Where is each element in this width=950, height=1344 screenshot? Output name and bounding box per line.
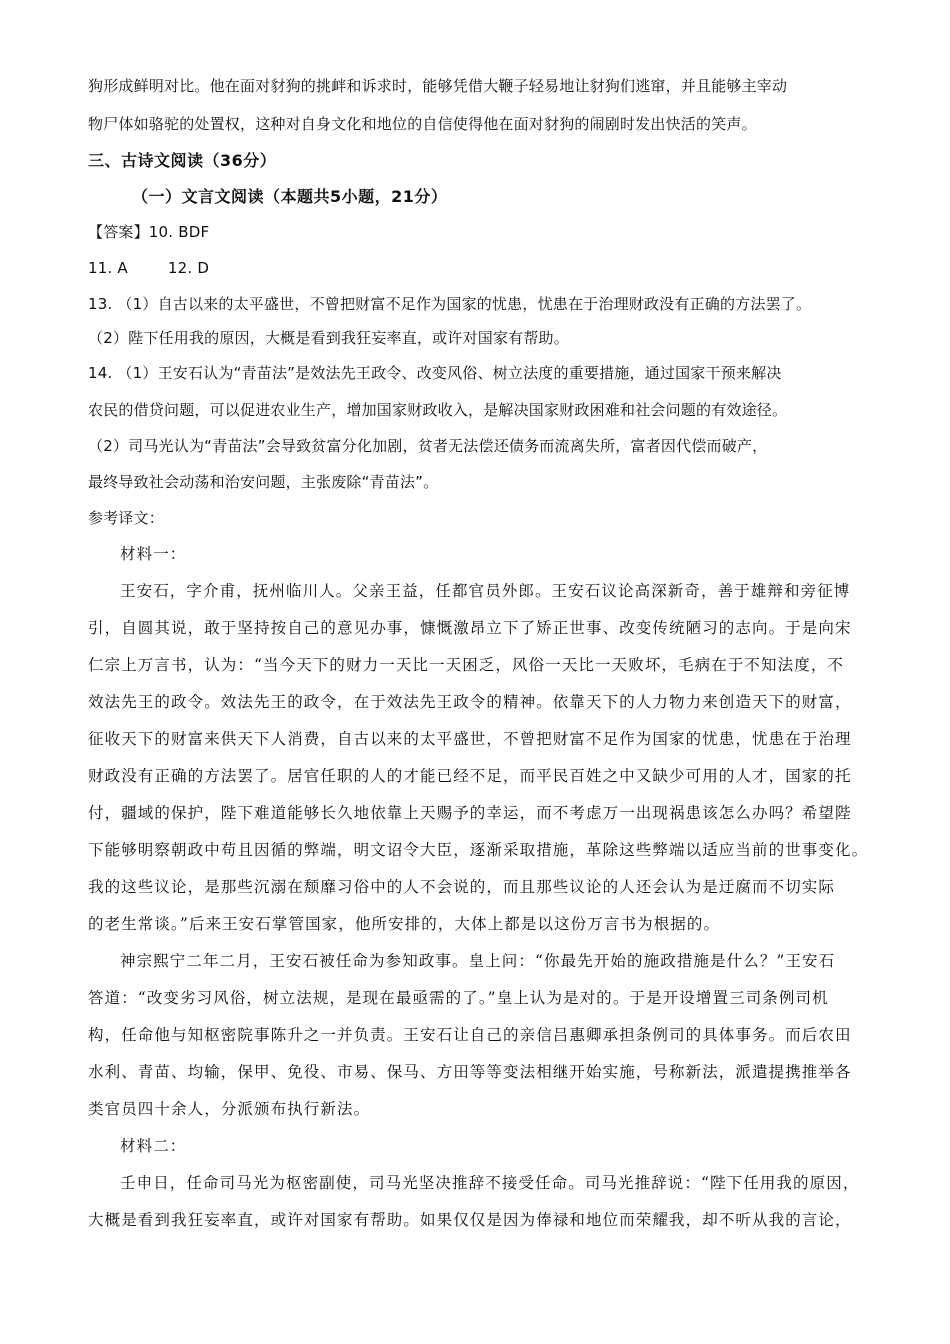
m1-line: 效法先王的政令。效法先王的政令，在于效法先王政令的精神。依靠天下的人力物力来创造天下的财富， [88,693,852,711]
answer-q14-2b: 最终导致社会动荡和治安问题，主张废除“青苗法”。 [88,473,439,491]
m1-line: 征收天下的财富来供天下人消费，自古以来的太平盛世，不曾把财富不足作为国家的忧患，忧患在于治理 [88,730,852,748]
intro-line-2: 物尸体如骆驼的处置权，这种对自身文化和地位的自信使得他在面对豺狗的闹剧时发出快活的笑声。 [88,115,757,133]
answer-q14-2a: （2）司马光认为“青苗法”会导致贫富分化加剧，贫者无法偿还债务而流离失所，富者因代偿而破产， [88,437,768,455]
m1-line: 王安石，字介甫，抚州临川人。父亲王益，任都官员外郎。王安石议论高深新奇，善于雄辩和旁征博 [120,582,851,600]
m1b-line: 类官员四十余人，分派颁布执行新法。 [88,1100,371,1118]
m1-line: 引，自圆其说，敢于坚持按自己的意见办事，慷慨激昂立下了矫正世事、改变传统陋习的志向。于是向宋 [88,619,852,637]
material-2-label: 材料二： [120,1137,187,1155]
answer-q11: 11. A [88,259,128,277]
material-1-label: 材料一： [120,545,187,563]
sub-section-title: （一）文言文阅读（本题共5小题，21分） [132,187,448,206]
m1b-line: 水利、青苗、均输，保甲、免役、市易、保马、方田等等变法相继开始实施，号称新法，派遣提携推举各 [88,1063,852,1081]
answer-q13-2: （2）陛下任用我的原因，大概是看到我狂妄率直，或许对国家有帮助。 [88,329,569,347]
answer-q14-1a: 14. （1）王安石认为“青苗法”是效法先王政令、改变风俗、树立法度的重要措施，通过国家干预来解决 [88,364,782,382]
m1-line: 仁宗上万言书，认为：“当今天下的财力一天比一天困乏，风俗一天比一天败坏，毛病在于不知法度，不 [88,656,845,674]
m2-line: 大概是看到我狂妄率直，或许对国家有帮助。如果仅仅是因为俸禄和地位而荣耀我，却不听从我的言论， [88,1211,852,1229]
m1b-line: 神宗熙宁二年二月，王安石被任命为参知政事。皇上问：“你最先开始的施政措施是什么？”王安石 [120,952,836,970]
answer-q14-1b: 农民的借贷问题，可以促进农业生产，增加国家财政收入，是解决国家财政困难和社会问题的有效途径。 [88,401,788,419]
m1b-line: 构，任命他与知枢密院事陈升之一并负责。王安石让自己的亲信吕惠卿承担条例司的具体事务。而后农田 [88,1026,852,1044]
m1-line: 付，疆域的保护，陛下难道能够长久地依靠上天赐予的幸运，而不考虑万一出现祸患该怎么办吗？希望陛 [88,804,852,822]
m1b-line: 答道：“改变劣习风俗，树立法规，是现在最亟需的了。”皇上认为是对的。于是开设增置三司条例司机 [88,989,829,1007]
m1-line: 我的这些议论，是那些沉溺在颓靡习俗中的人不会说的，而且那些议论的人还会认为是迂腐而不切实际 [88,878,836,896]
m1-line: 下能够明察朝政中苟且因循的弊端，明文诏令大臣，逐渐采取措施，革除这些弊端以适应当前的世事变化。 [88,841,869,859]
answer-q10: 【答案】10. BDF [88,223,210,241]
m2-line: 壬申日，任命司马光为枢密副使，司马光坚决推辞不接受任命。司马光推辞说：“陛下任用我的原因， [120,1174,860,1192]
m1-line: 财政没有正确的方法罢了。居官任职的人的才能已经不足，而平民百姓之中又缺少可用的人才，国家的托 [88,767,852,785]
answer-q13-1: 13. （1）自古以来的太平盛世，不曾把财富不足作为国家的忧患，忧患在于治理财政没有正确的方法罢了。 [88,295,812,313]
answer-q11-q12 [88,258,209,278]
translation-label: 参考译文： [88,509,165,527]
answer-q12: 12. D [167,259,210,277]
intro-line-1: 狗形成鲜明对比。他在面对豺狗的挑衅和诉求时，能够凭借大鞭子轻易地让豺狗们逃窜，并且能够主宰动 [88,77,788,95]
m1-line: 的老生常谈。”后来王安石掌管国家，他所安排的，大体上都是以这份万言书为根据的。 [88,915,721,933]
section-title: 三、古诗文阅读（36分） [88,151,277,170]
